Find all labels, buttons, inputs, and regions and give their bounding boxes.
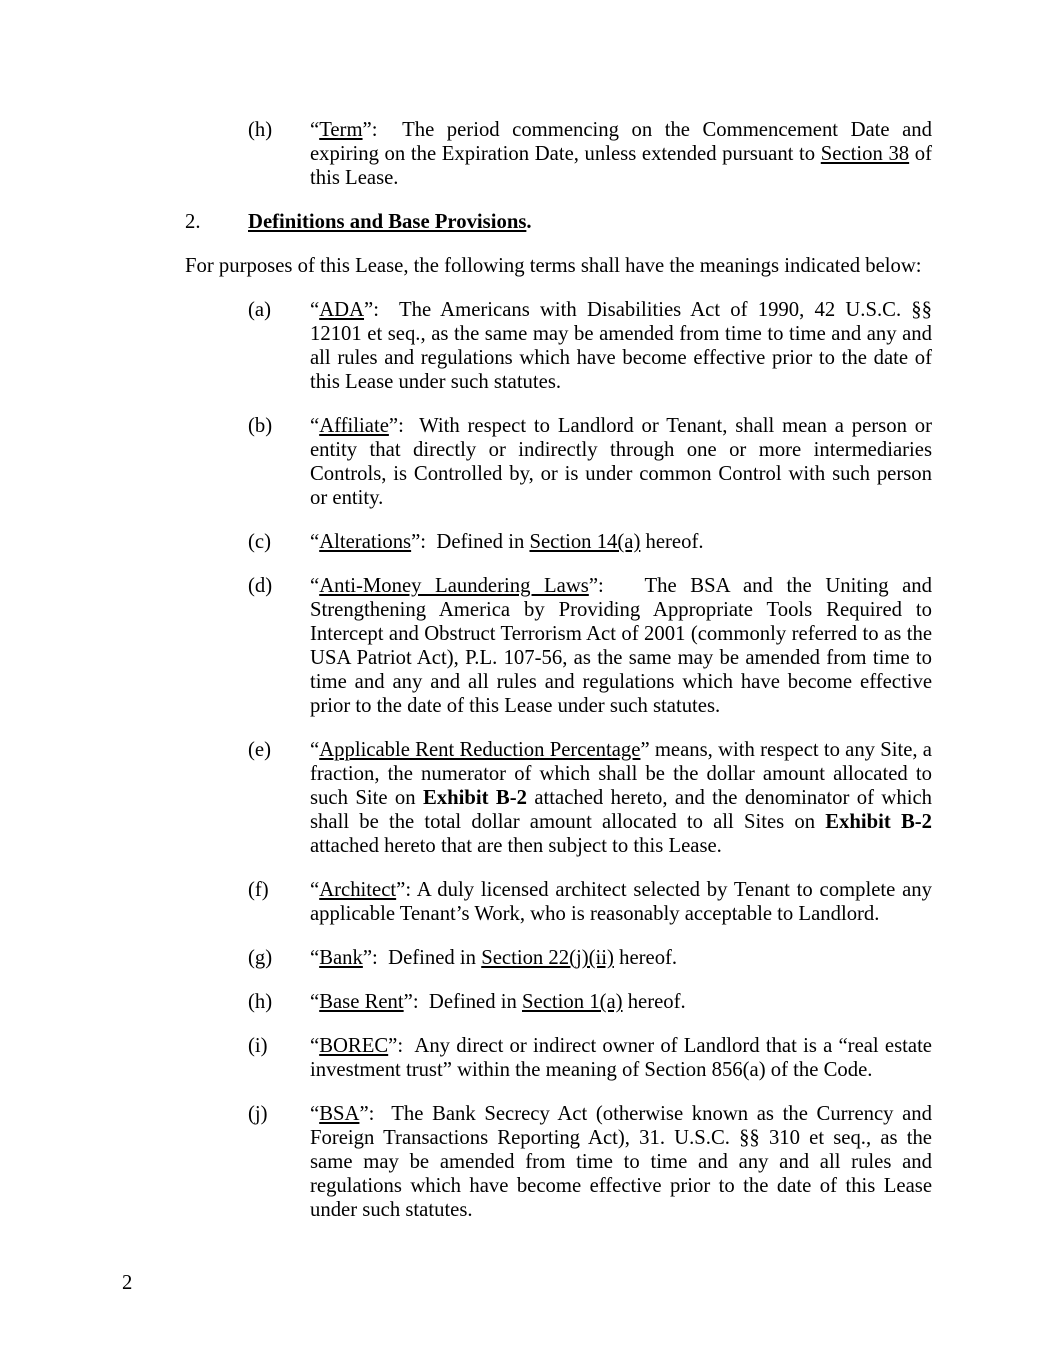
item-text: “Term”: The period commencing on the Commencement Date and expiring on the Expiration Date, unless extended pursuant to Section 38 of this Lease. [310,119,932,189]
definition-item-applicable-rent-reduction-percentage [248,738,932,858]
definition-item-base-rent [248,990,932,1014]
item-label: (h) [248,119,273,141]
item-label: (f) [248,879,269,901]
definition-item-term-carryover [248,118,932,190]
definition-item-bank [248,946,932,970]
item-label: (h) [248,991,273,1013]
item-text: “Base Rent”: Defined in Section 1(a) hereof. [310,991,686,1013]
item-text: “Architect”: A duly licensed architect selected by Tenant to complete any applicable Tenant’s Work, who is reasonably acceptable to Landlord. [310,879,932,925]
item-text: “Affiliate”: With respect to Landlord or Tenant, shall mean a person or entity that directly or indirectly through one or more intermediaries Controls, is Controlled by, or is under common Control with such person or entity. [310,415,932,509]
intro-paragraph: For purposes of this Lease, the following terms shall have the meanings indicated below: [185,255,922,277]
definition-item-borec [248,1034,932,1082]
item-label: (a) [248,299,271,321]
definition-item-bsa [248,1102,932,1222]
definition-item-anti-money-laundering-laws [248,574,932,718]
section-number: 2. [185,211,201,233]
item-label: (i) [248,1035,268,1057]
item-text: “BSA”: The Bank Secrecy Act (otherwise known as the Currency and Foreign Transactions Reporting Act), 31. U.S.C. §§ 310 et seq., as the same may be amended from time to time and any and all rules and regulations which have become effective prior to the date of this Lease under such statutes. [310,1103,932,1221]
item-label: (c) [248,531,271,553]
item-text: “BOREC”: Any direct or indirect owner of Landlord that is a “real estate investment trust” within the meaning of Section 856(a) of the Code. [310,1035,932,1081]
item-label: (g) [248,947,273,969]
item-label: (d) [248,575,273,597]
item-text: “Alterations”: Defined in Section 14(a) hereof. [310,531,704,553]
definition-item-ada [248,298,932,394]
item-text: “Bank”: Defined in Section 22(j)(ii) hereof. [310,947,678,969]
item-text: “Applicable Rent Reduction Percentage” means, with respect to any Site, a fraction, the numerator of which shall be the dollar amount allocated to such Site on Exhibit B-2 attached hereto, and the denominator of which shall be the total dollar amount allocated to all Sites on Exhibit B-2 attached hereto that are then subject to this Lease. [310,739,932,857]
definition-item-alterations [248,530,932,554]
item-label: (e) [248,739,271,761]
item-label: (j) [248,1103,268,1125]
item-text: “ADA”: The Americans with Disabilities Act of 1990, 42 U.S.C. §§ 12101 et seq., as the same may be amended from time to time and any and all rules and regulations which have become effective prior to the date of this Lease under such statutes. [310,299,932,393]
definition-item-affiliate [248,414,932,510]
section-heading [185,210,932,234]
item-label: (b) [248,415,273,437]
definition-item-architect [248,878,932,926]
item-text: “Anti-Money Laundering Laws”: The BSA and the Uniting and Strengthening America by Providing Appropriate Tools Required to Intercept and Obstruct Terrorism Act of 2001 (commonly referred to as the USA Patriot Act), P.L. 107-56, as the same may be amended from time to time and any and all rules and regulations which have become effective prior to the date of this Lease under such statutes. [310,575,932,717]
page-number: 2 [122,1272,133,1294]
section-title: Definitions and Base Provisions. [248,211,532,233]
